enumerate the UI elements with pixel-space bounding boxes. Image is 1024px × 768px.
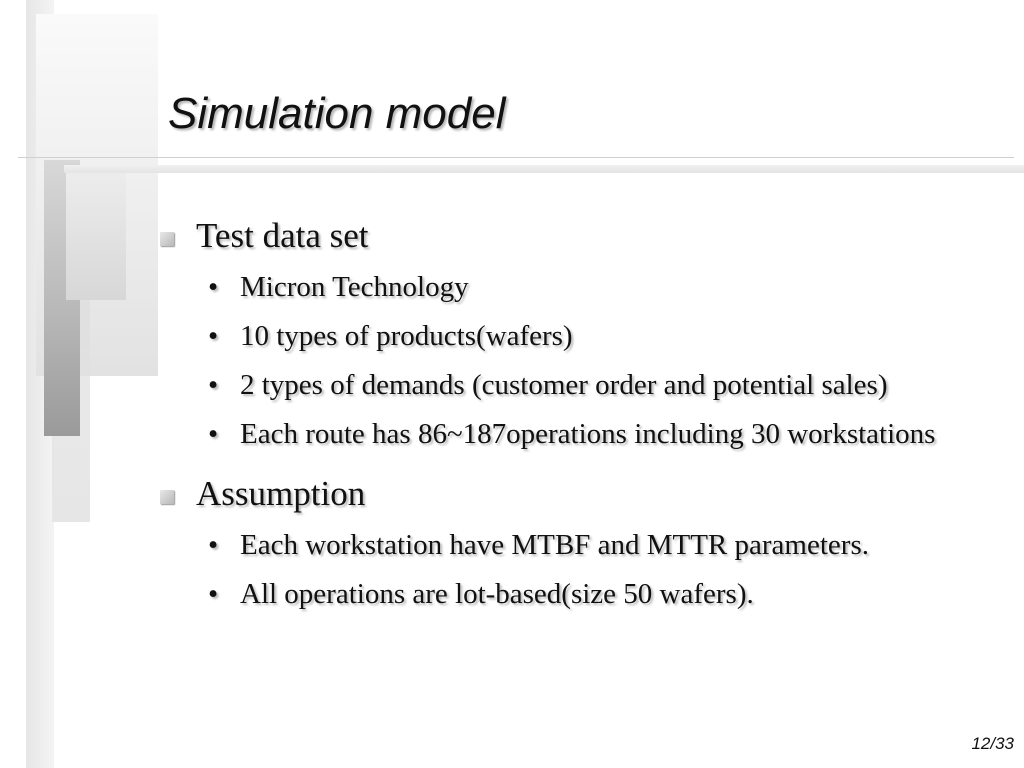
list-item (158, 267, 1018, 307)
title-divider-shadow (64, 165, 1024, 173)
bullet-icon: • (208, 578, 219, 610)
bullet-icon: • (208, 529, 219, 561)
square-bullet-icon (160, 232, 174, 246)
bullet-icon: • (208, 320, 219, 352)
bullet-icon: • (208, 271, 219, 303)
list-item (158, 525, 1018, 565)
list-item (158, 574, 1018, 614)
title-divider (18, 157, 1014, 158)
slide-body (158, 214, 1018, 614)
section-assumption (158, 472, 1018, 614)
section-heading-text: Assumption (196, 474, 366, 513)
bullet-icon: • (208, 369, 219, 401)
section-heading (158, 472, 1018, 516)
list-item-text: Each route has 86~187operations including 30 workstations (240, 418, 936, 450)
square-bullet-icon (160, 490, 174, 504)
section-test-data-set (158, 214, 1018, 454)
list-item-text: All operations are lot-based(size 50 wafers). (240, 578, 754, 610)
list-item-text: Each workstation have MTBF and MTTR parameters. (240, 529, 869, 561)
list-item (158, 365, 1018, 405)
decorative-bar (66, 170, 126, 300)
slide-title: Simulation model (168, 89, 506, 138)
list-item-text: 2 types of demands (customer order and potential sales) (240, 369, 888, 401)
list-item-text: Micron Technology (240, 271, 469, 303)
page-number: 12/33 (971, 734, 1014, 753)
section-heading-text: Test data set (196, 216, 369, 255)
list-item (158, 316, 1018, 356)
list-item (158, 414, 960, 454)
bullet-icon: • (208, 418, 219, 450)
list-item-text: 10 types of products(wafers) (240, 320, 573, 352)
section-heading (158, 214, 1018, 258)
